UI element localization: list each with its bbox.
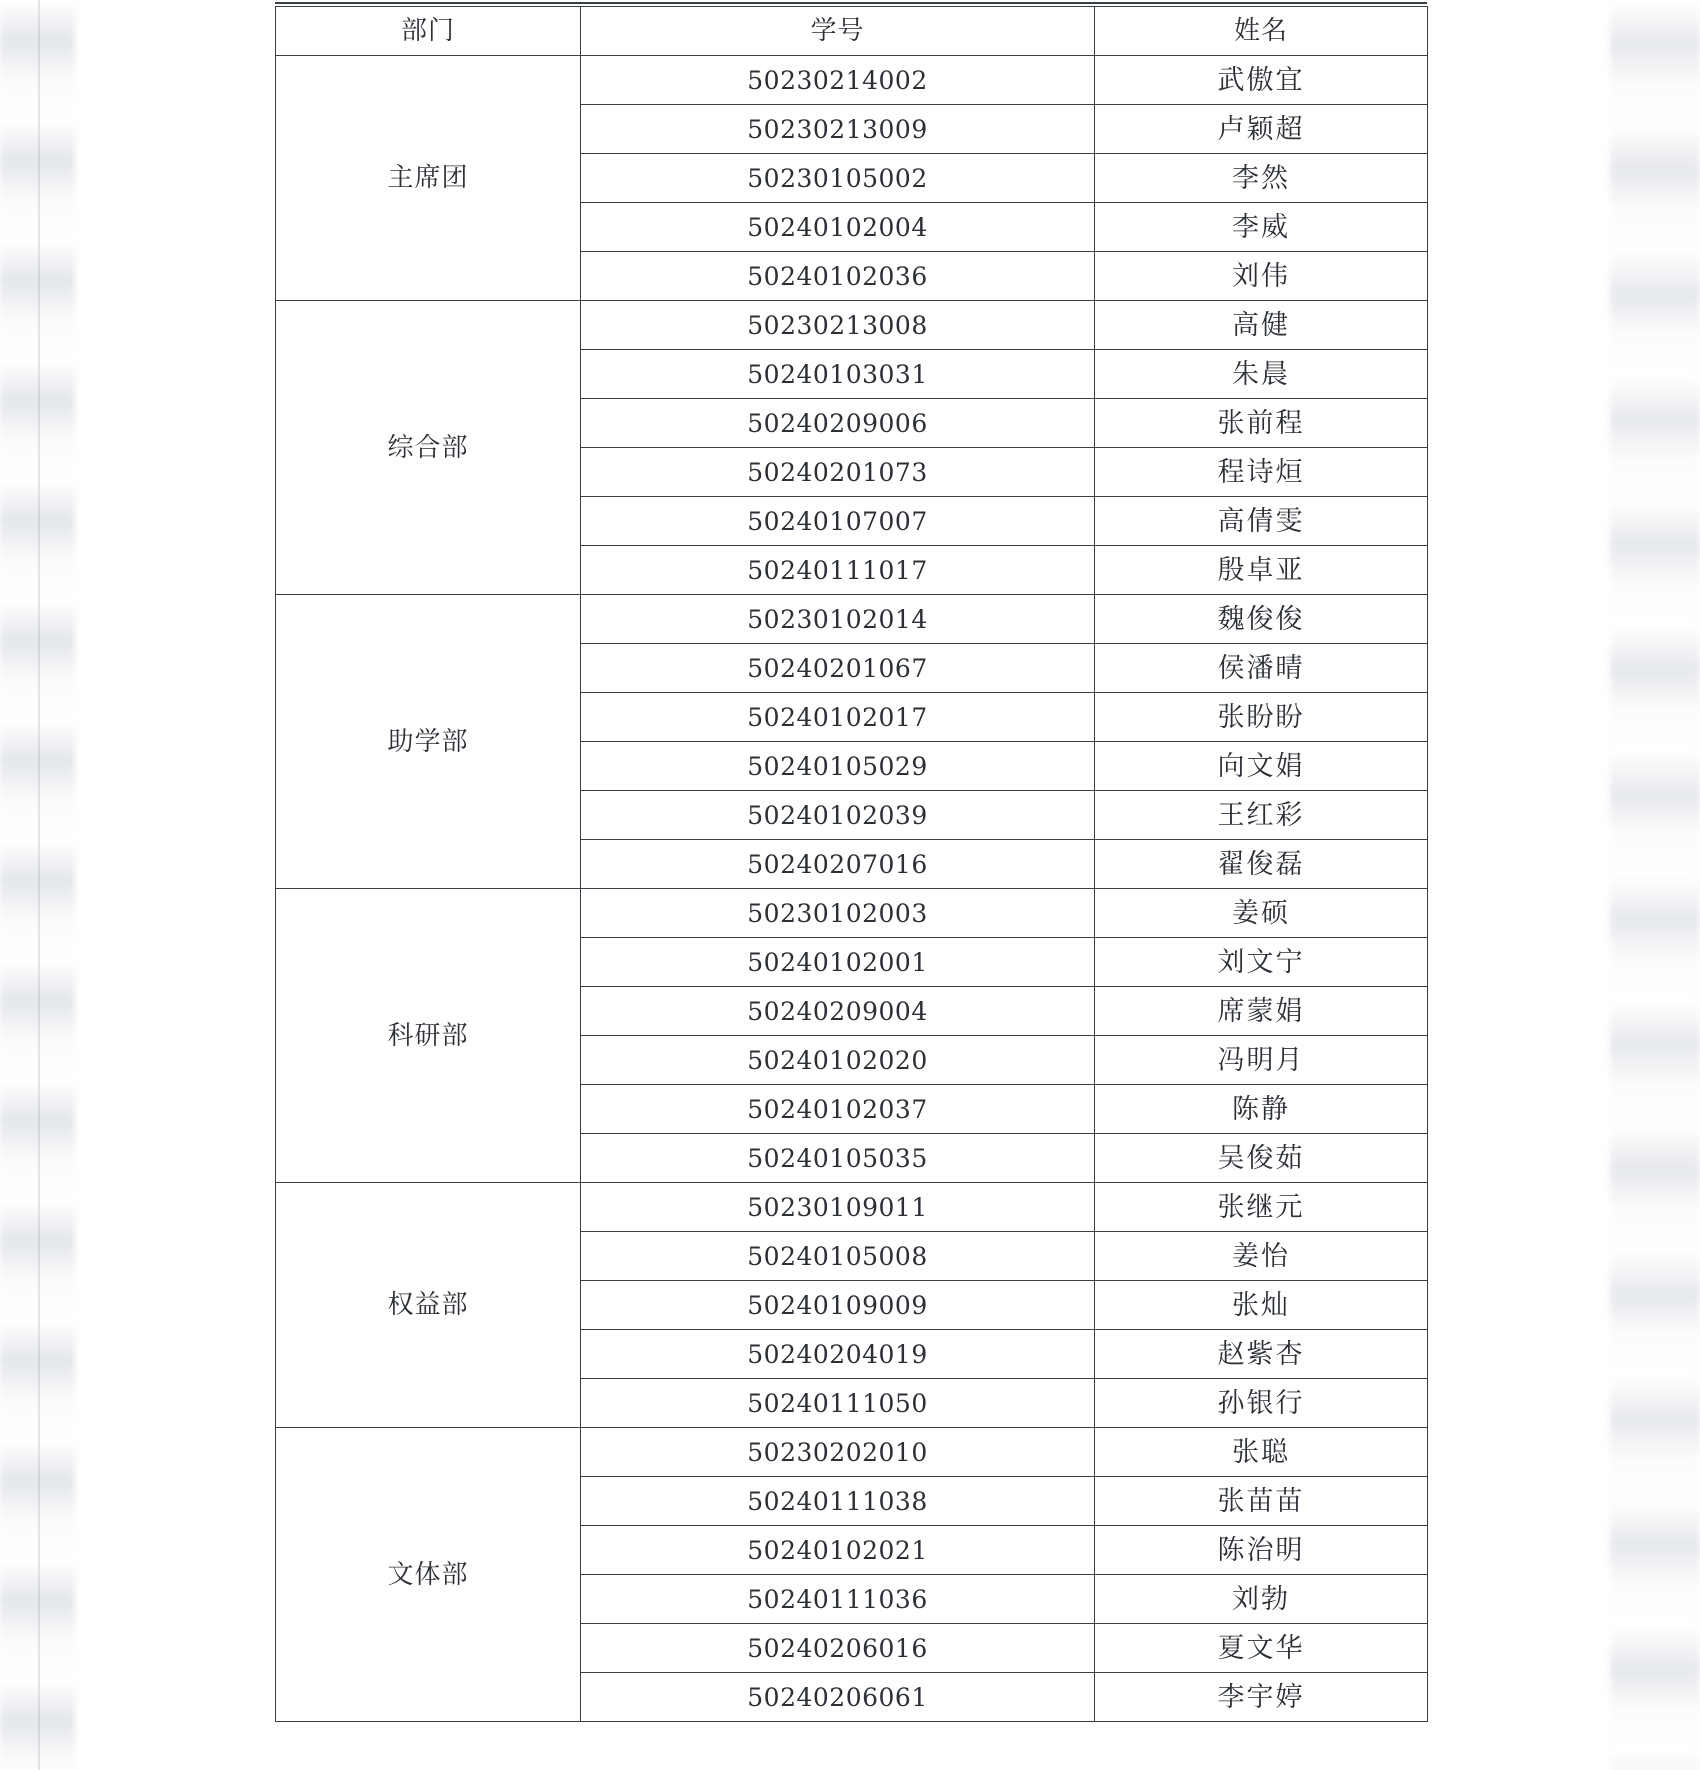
department-cell: 科研部 (276, 889, 581, 1183)
student-id-cell: 50240102037 (581, 1085, 1095, 1134)
name-cell: 翟俊磊 (1095, 840, 1428, 889)
student-id-cell: 50240206061 (581, 1673, 1095, 1722)
name-cell: 张苗苗 (1095, 1477, 1428, 1526)
scan-edge-line (38, 0, 40, 1770)
student-id-cell: 50230102014 (581, 595, 1095, 644)
student-id-cell: 50240111050 (581, 1379, 1095, 1428)
name-cell: 高健 (1095, 301, 1428, 350)
name-cell: 张继元 (1095, 1183, 1428, 1232)
table-row (276, 889, 1428, 938)
student-id-cell: 50240105035 (581, 1134, 1095, 1183)
header-department: 部门 (276, 7, 581, 56)
name-cell: 张前程 (1095, 399, 1428, 448)
student-id-cell: 50240109009 (581, 1281, 1095, 1330)
name-cell: 赵紫杏 (1095, 1330, 1428, 1379)
name-cell: 刘勃 (1095, 1575, 1428, 1624)
department-cell: 权益部 (276, 1183, 581, 1428)
student-id-cell: 50230105002 (581, 154, 1095, 203)
department-cell: 综合部 (276, 301, 581, 595)
student-id-cell: 50240102020 (581, 1036, 1095, 1085)
table-row (276, 595, 1428, 644)
name-cell: 殷卓亚 (1095, 546, 1428, 595)
name-cell: 姜硕 (1095, 889, 1428, 938)
table-body (276, 56, 1428, 1722)
student-id-cell: 50240111036 (581, 1575, 1095, 1624)
student-id-cell: 50230202010 (581, 1428, 1095, 1477)
name-cell: 张盼盼 (1095, 693, 1428, 742)
name-cell: 刘文宁 (1095, 938, 1428, 987)
name-cell: 王红彩 (1095, 791, 1428, 840)
department-cell: 文体部 (276, 1428, 581, 1722)
name-cell: 刘伟 (1095, 252, 1428, 301)
student-id-cell: 50240209006 (581, 399, 1095, 448)
student-id-cell: 50230213008 (581, 301, 1095, 350)
student-id-cell: 50240102004 (581, 203, 1095, 252)
name-cell: 向文娟 (1095, 742, 1428, 791)
table-header-row (276, 7, 1428, 56)
student-id-cell: 50240107007 (581, 497, 1095, 546)
student-id-cell: 50240102021 (581, 1526, 1095, 1575)
name-cell: 李然 (1095, 154, 1428, 203)
name-cell: 张聪 (1095, 1428, 1428, 1477)
student-id-cell: 50240207016 (581, 840, 1095, 889)
department-cell: 助学部 (276, 595, 581, 889)
student-id-cell: 50240201073 (581, 448, 1095, 497)
student-id-cell: 50240209004 (581, 987, 1095, 1036)
student-id-cell: 50240102036 (581, 252, 1095, 301)
student-id-cell: 50240105008 (581, 1232, 1095, 1281)
name-cell: 李威 (1095, 203, 1428, 252)
name-cell: 侯潘晴 (1095, 644, 1428, 693)
name-cell: 卢颖超 (1095, 105, 1428, 154)
header-name: 姓名 (1095, 7, 1428, 56)
name-cell: 李宇婷 (1095, 1673, 1428, 1722)
student-id-cell: 50240111017 (581, 546, 1095, 595)
table-row (276, 56, 1428, 105)
student-id-cell: 50230102003 (581, 889, 1095, 938)
name-cell: 夏文华 (1095, 1624, 1428, 1673)
name-cell: 武傲宜 (1095, 56, 1428, 105)
name-cell: 姜怡 (1095, 1232, 1428, 1281)
student-id-cell: 50240204019 (581, 1330, 1095, 1379)
student-id-cell: 50240105029 (581, 742, 1095, 791)
name-cell: 朱晨 (1095, 350, 1428, 399)
name-cell: 张灿 (1095, 1281, 1428, 1330)
name-cell: 魏俊俊 (1095, 595, 1428, 644)
name-cell: 陈静 (1095, 1085, 1428, 1134)
student-id-cell: 50240102039 (581, 791, 1095, 840)
name-cell: 席蒙娟 (1095, 987, 1428, 1036)
scan-shadow-right (1610, 0, 1700, 1770)
member-roster-table (275, 6, 1428, 1722)
student-id-cell: 50240201067 (581, 644, 1095, 693)
table-row (276, 1183, 1428, 1232)
name-cell: 程诗烜 (1095, 448, 1428, 497)
name-cell: 高倩雯 (1095, 497, 1428, 546)
name-cell: 冯明月 (1095, 1036, 1428, 1085)
student-id-cell: 50230214002 (581, 56, 1095, 105)
student-id-cell: 50240103031 (581, 350, 1095, 399)
student-id-cell: 50230213009 (581, 105, 1095, 154)
student-id-cell: 50240111038 (581, 1477, 1095, 1526)
student-id-cell: 50230109011 (581, 1183, 1095, 1232)
name-cell: 孙银行 (1095, 1379, 1428, 1428)
student-id-cell: 50240102017 (581, 693, 1095, 742)
table-row (276, 1428, 1428, 1477)
table-row (276, 301, 1428, 350)
department-cell: 主席团 (276, 56, 581, 301)
name-cell: 陈治明 (1095, 1526, 1428, 1575)
table-top-rule (275, 2, 1427, 4)
student-id-cell: 50240206016 (581, 1624, 1095, 1673)
name-cell: 吴俊茹 (1095, 1134, 1428, 1183)
student-id-cell: 50240102001 (581, 938, 1095, 987)
header-student-id: 学号 (581, 7, 1095, 56)
